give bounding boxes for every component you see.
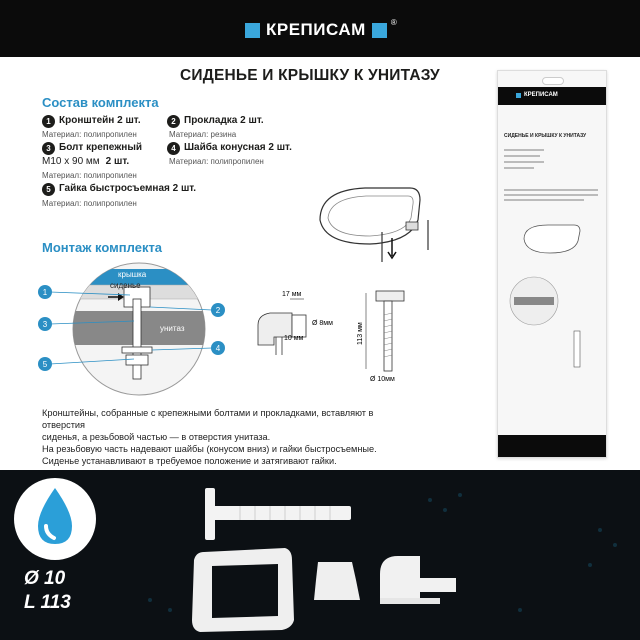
kit-item-title: Гайка быстросъемная 2 шт. — [59, 183, 197, 194]
brand-logo — [245, 18, 397, 40]
kit-item-number: 5 — [42, 183, 55, 196]
dim-17mm: 17 мм — [282, 291, 302, 298]
label-lid: крышка — [118, 270, 147, 279]
bottom-product-band — [0, 470, 640, 640]
card-title: СИДЕНЬЕ И КРЫШКУ К УНИТАЗУ — [504, 133, 587, 139]
brand-square-left — [245, 23, 260, 38]
card-text-line — [504, 161, 544, 163]
card-brand-square — [516, 93, 521, 98]
label-toilet: унитаз — [160, 324, 185, 333]
spec-length: L 113 — [24, 592, 71, 613]
toilet-seat-illustration — [310, 180, 440, 270]
card-seat-thumbnail — [518, 221, 588, 261]
page-title: СИДЕНЬЕ И КРЫШКУ К УНИТАЗУ — [180, 67, 440, 84]
card-text-line — [504, 194, 598, 196]
kit-item-material: Материал: полипропилен — [42, 171, 137, 180]
dim-d10mm: Ø 10мм — [370, 376, 395, 383]
kit-heading: Состав комплекта — [42, 95, 159, 110]
card-text-line — [504, 167, 534, 169]
mount-heading: Монтаж комплекта — [42, 240, 163, 255]
kit-item-3 — [42, 142, 142, 155]
brand-name: КРЕПИСАМ — [266, 20, 366, 39]
dim-10mm-h: 10 мм — [284, 335, 304, 342]
kit-item-3-size — [42, 156, 129, 167]
kit-item-1 — [42, 115, 141, 128]
card-text-line — [504, 149, 544, 151]
description-line: сиденья, а резьбовой частью — в отверстия унитаза. — [42, 432, 271, 442]
callout-5: 5 — [42, 360, 48, 369]
brand-square-right — [372, 23, 387, 38]
card-brand-band — [498, 87, 606, 105]
callout-3: 3 — [42, 320, 48, 329]
callout-4: 4 — [215, 344, 221, 353]
description-line: На резьбовую часть надевают шайбы (конусом вниз) и гайки быстросъемные. — [42, 444, 377, 454]
card-diagram-thumbnail — [504, 271, 602, 371]
kit-item-4 — [167, 142, 292, 155]
card-text-line — [504, 189, 598, 191]
kit-item-number: 3 — [42, 142, 55, 155]
kit-item-title: Шайба конусная 2 шт. — [184, 142, 292, 153]
description-line: Сиденье устанавливают в требуемое положение и затягивают гайки. — [42, 456, 337, 466]
top-brand-band — [0, 0, 640, 57]
kit-item-qty: 2 шт. — [105, 156, 130, 167]
kit-item-material: Материал: резина — [169, 130, 237, 139]
description-line: Кронштейны, собранные с крепежными болтами и прокладками, вставляют в отверстия — [42, 408, 374, 430]
assembly-diagram — [34, 255, 234, 400]
kit-item-5 — [42, 183, 196, 196]
kit-item-title: Кронштейн 2 шт. — [59, 115, 141, 126]
package-card-preview — [497, 70, 607, 458]
spec-diameter: Ø 10 — [24, 568, 66, 589]
water-drop-icon — [30, 486, 80, 552]
callout-1: 1 — [42, 288, 48, 297]
dim-113mm: 113 мм — [357, 322, 364, 345]
kit-item-number: 1 — [42, 115, 55, 128]
card-text-line — [504, 199, 584, 201]
kit-item-number: 4 — [167, 142, 180, 155]
callout-2: 2 — [215, 306, 221, 315]
brand-registered-mark: ® — [390, 18, 397, 27]
kit-item-number: 2 — [167, 115, 180, 128]
kit-item-material: Материал: полипропилен — [169, 157, 264, 166]
kit-item-material: Материал: полипропилен — [42, 199, 137, 208]
background-pattern — [0, 470, 640, 640]
hang-hole — [542, 77, 564, 85]
kit-item-2 — [167, 115, 264, 128]
label-seat: сиденье — [110, 281, 141, 290]
bolt-dimension-drawing — [356, 285, 426, 385]
card-footer-band — [498, 435, 606, 457]
kit-item-title: Болт крепежный — [59, 142, 143, 153]
kit-item-size: М10 х 90 мм — [42, 156, 100, 167]
bracket-dimension-drawing — [240, 285, 360, 365]
kit-item-title: Прокладка 2 шт. — [184, 115, 264, 126]
kit-item-material: Материал: полипропилен — [42, 130, 137, 139]
card-brand-name: КРЕПИСАМ — [524, 92, 558, 98]
installation-description — [42, 407, 412, 467]
dim-d8mm: Ø 8мм — [312, 320, 333, 327]
card-text-line — [504, 155, 540, 157]
